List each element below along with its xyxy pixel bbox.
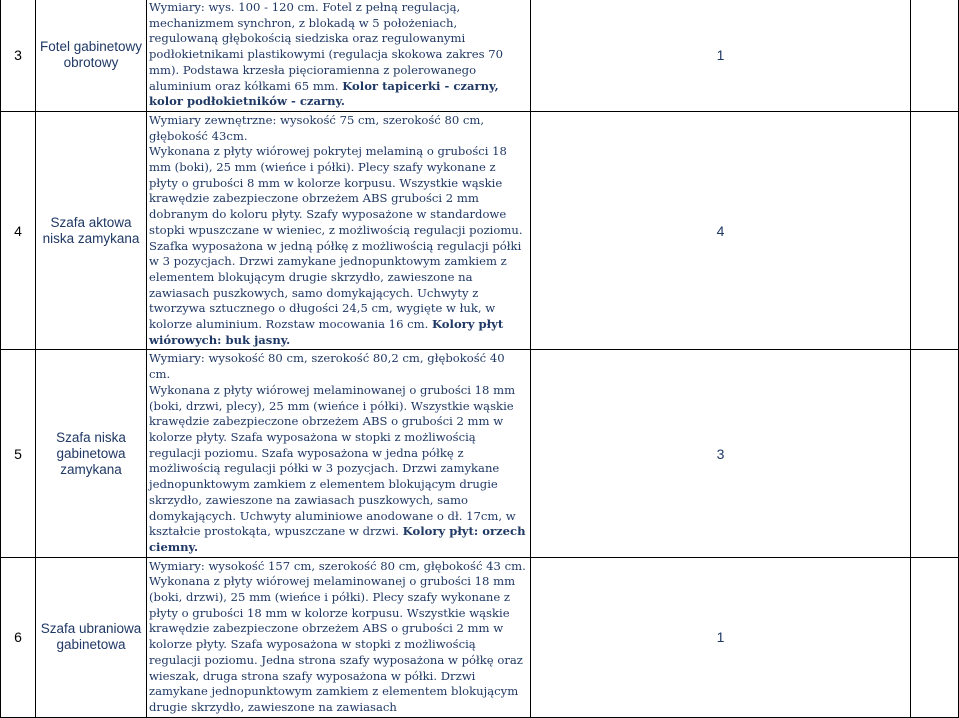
empty-cell [911,0,959,111]
item-name: Szafa aktowa niska zamykana [36,111,147,350]
table-row [1,0,959,111]
item-description [147,557,531,717]
item-name: Fotel gabinetowy obrotowy [36,0,147,111]
description-emphasis: Kolory płyt wiórowych: buk jasny. [149,317,504,347]
table-row [1,350,959,557]
table-row [1,557,959,717]
empty-cell [911,557,959,717]
item-quantity: 4 [531,111,911,350]
empty-cell [911,350,959,557]
item-description [147,350,531,557]
description-text: Wykonana z płyty wiórowej pokrytej melaminą o grubości 18 mm (boki), 25 mm (wieńce i półki). Plecy szafy wykonane z płyty o grubości 8 mm w kolorze korpusu. Wszystkie wąskie krawędzie zabezpieczone obrzeżem ABS grubości 2 mm dobranym do koloru płyty. Szafy wyposażone w standardowe stopki wpuszczane w wieniec, z możliwością regulacji poziomu. Szafka wyposażona w jedną półkę z możliwością regulacji półki w 3 pozycjach. Drzwi zamykane jednopunktowym zamkiem z elementem blokującym drugie skrzydło, zawieszone na zawiasach puszkowych, samo domykających. Uchwyty z tworzywa sztucznego o długości 24,5 cm, wygięte w łuk, w kolorze aluminium. Rozstaw mocowania 16 cm. [149,144,523,332]
item-description [147,0,531,111]
description-text: Wymiary: wysokość 157 cm, szerokość 80 cm, głębokość 43 cm. [149,558,526,573]
table-row [1,111,959,350]
description-emphasis: Kolory płyt: orzech ciemny. [149,524,526,554]
item-description [147,111,531,350]
description-text: Wykonana z płyty wiórowej melaminowanej o grubości 18 mm (boki, drzwi), 25 mm (wieńce i półki). Plecy szafy wykonane z płyty o grubości 18 mm w kolorze korpusu. Wszystkie wąskie krawędzie zabezpieczone obrzeżem ABS o grubości 2 mm w kolorze płyty. Szafa wyposażona w stopki z możliwością regulacji poziomu. Jedna strona szafy wyposażona w półkę oraz wieszak, druga strona szafy wyposażona w półki. Drzwi zamykane jednopunktowym zamkiem z elementem blokującym drugie skrzydło, zawieszone na zawiasach [149,574,523,714]
description-text: Wykonana z płyty wiórowej melaminowanej o grubości 18 mm (boki, drzwi, plecy), 25 mm (wieńce i półki). Wszystkie wąskie krawędzie zabezpieczone obrzeżem ABS o grubości 2 mm w kolorze płyty. Szafa wyposażona w stopki z możliwością regulacji poziomu. Szafa wyposażona w jedna półkę z możliwością regulacji półki w 3 pozycjach. Drzwi zamykane jednopunktowym zamkiem z elementem blokującym drugie skrzydło, zawieszone na zawiasach puszkowych, samo domykających. Uchwyty aluminiowe anodowane o dł. 17cm, w kształcie prostokąta, wpuszczane w drzwi. [149,382,516,539]
item-quantity: 1 [531,0,911,111]
description-text: Wymiary: wys. 100 - 120 cm. Fotel z pełną regulacją, mechanizmem synchron, z blokadą w 5 położeniach, regulowaną głębokością siedziska oraz regulowanymi podłokietnikami plastikowymi (regulacja skokowa zakres 70 mm). Podstawa krzesła pięcioramienna z polerowanego aluminium oraz kółkami 65 mm. [149,0,503,93]
item-name: Szafa niska gabinetowa zamykana [36,350,147,557]
description-text: Wymiary zewnętrzne: wysokość 75 cm, szerokość 80 cm, głębokość 43cm. [149,112,485,143]
description-text: Wymiary: wysokość 80 cm, szerokość 80,2 cm, głębokość 40 cm. [149,351,505,382]
description-emphasis: Kolor tapicerki - czarny, kolor podłokietników - czarny. [149,78,499,109]
empty-cell [911,111,959,350]
row-number: 3 [1,0,36,111]
item-quantity: 1 [531,557,911,717]
row-number: 4 [1,111,36,350]
item-name: Szafa ubraniowa gabinetowa [36,557,147,717]
row-number: 6 [1,557,36,717]
row-number: 5 [1,350,36,557]
item-quantity: 3 [531,350,911,557]
